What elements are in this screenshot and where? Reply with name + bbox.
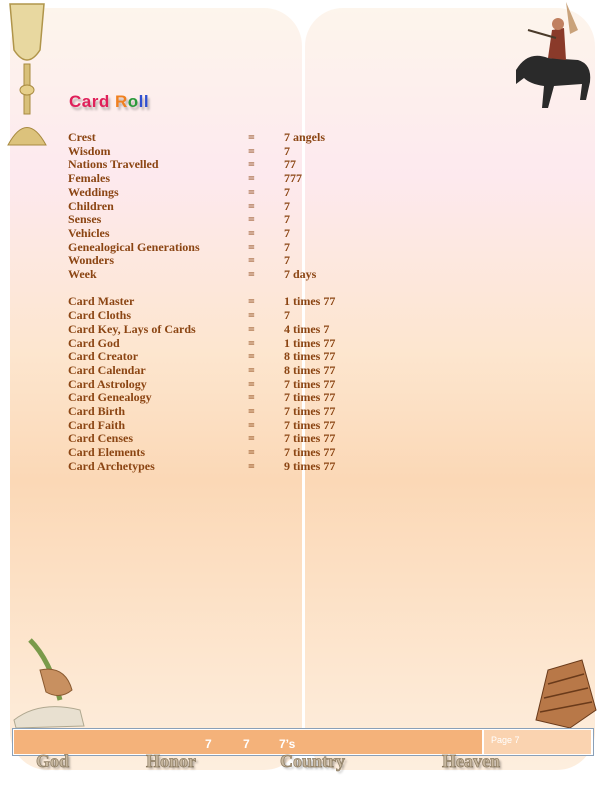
table-row — [68, 294, 368, 308]
row-value: 8 times 77 — [284, 349, 336, 364]
row-value: 7 times 77 — [284, 404, 336, 418]
row-value: 7 — [284, 184, 290, 199]
row-equals: = — [248, 130, 255, 144]
row-equals: = — [248, 225, 255, 240]
page-number: Page 7 — [491, 735, 520, 745]
title-part-ll: ll — [138, 92, 150, 111]
row-label: Card Archetypes — [68, 458, 155, 473]
row-label: Card Genealogy — [68, 390, 152, 405]
table-row — [68, 226, 368, 240]
table-row — [68, 322, 368, 336]
page-title — [69, 92, 149, 112]
row-equals: = — [248, 445, 255, 460]
table-row — [68, 171, 368, 185]
row-label: Card God — [68, 335, 120, 350]
goblet-icon — [2, 0, 52, 150]
row-label: Wisdom — [68, 143, 111, 158]
row-label: Weddings — [68, 184, 119, 199]
table-row — [68, 431, 368, 445]
row-label: Card Elements — [68, 445, 145, 460]
footer-number-1: 7 — [205, 737, 212, 751]
row-value: 777 — [284, 171, 302, 186]
row-label: Vehicles — [68, 225, 110, 240]
row-equals: = — [248, 404, 255, 418]
row-value: 7 times 77 — [284, 376, 336, 391]
row-value: 7 — [284, 143, 290, 158]
table-row — [68, 199, 368, 213]
row-equals: = — [248, 171, 255, 186]
row-equals: = — [248, 335, 255, 350]
horse-rider-icon — [508, 0, 600, 135]
row-value: 77 — [284, 157, 296, 172]
row-label: Females — [68, 171, 110, 186]
row-equals: = — [248, 458, 255, 473]
table-row — [68, 253, 368, 267]
row-label: Card Censes — [68, 431, 133, 446]
row-value: 7 times 77 — [284, 431, 336, 446]
row-label: Card Faith — [68, 417, 125, 432]
row-equals: = — [248, 390, 255, 405]
table-row — [68, 144, 368, 158]
motto-honor: Honor — [146, 751, 197, 771]
table-row — [68, 157, 368, 171]
table-row — [68, 336, 368, 350]
table-row — [68, 130, 368, 144]
row-equals: = — [248, 239, 255, 254]
row-value: 7 angels — [284, 130, 326, 144]
row-label: Card Calendar — [68, 362, 146, 377]
row-equals: = — [248, 376, 255, 391]
row-value: 7 times 77 — [284, 445, 336, 460]
row-value: 8 times 77 — [284, 362, 336, 377]
row-value: 7 — [284, 239, 290, 254]
row-equals: = — [248, 417, 255, 432]
row-equals: = — [248, 157, 255, 172]
temple-icon — [530, 650, 600, 730]
row-label: Wonders — [68, 253, 115, 268]
table-row — [68, 390, 368, 404]
row-equals: = — [248, 184, 255, 199]
row-label: Card Astrology — [68, 376, 147, 391]
row-value: 7 — [284, 225, 290, 240]
row-label: Children — [68, 198, 114, 213]
row-label: Card Cloths — [68, 308, 132, 323]
quill-hand-icon — [10, 630, 90, 730]
motto-country: Country — [280, 751, 346, 771]
title-part-card: Card — [69, 92, 115, 111]
row-equals: = — [248, 212, 255, 227]
row-equals: = — [248, 431, 255, 446]
row-equals: = — [248, 294, 255, 309]
row-equals: = — [248, 308, 255, 323]
row-value: 7 times 77 — [284, 417, 336, 432]
motto-heaven: Heaven — [442, 751, 500, 771]
table-row — [68, 349, 368, 363]
table-row — [68, 212, 368, 226]
row-value: 7 — [284, 253, 290, 268]
footer-number-3: 7’s — [279, 737, 296, 751]
table-row — [68, 404, 368, 418]
table-row — [68, 308, 368, 322]
row-equals: = — [248, 321, 255, 336]
row-label: Nations Travelled — [68, 157, 159, 172]
row-value: 7 — [284, 212, 290, 227]
table-row — [68, 459, 368, 473]
row-equals: = — [248, 143, 255, 158]
motto-god: God — [36, 751, 70, 771]
row-value: 7 days — [284, 267, 317, 281]
table-row — [68, 185, 368, 199]
row-label: Genealogical Generations — [68, 239, 200, 254]
row-label: Card Key, Lays of Cards — [68, 321, 196, 336]
row-label: Crest — [68, 130, 96, 144]
row-value: 1 times 77 — [284, 294, 336, 309]
table-row — [68, 418, 368, 432]
row-value: 4 times 7 — [284, 321, 330, 336]
row-label: Week — [68, 267, 97, 281]
title-part-r: R — [114, 92, 128, 111]
row-equals: = — [248, 349, 255, 364]
row-label: Card Creator — [68, 349, 139, 364]
row-value: 7 times 77 — [284, 390, 336, 405]
row-label: Card Master — [68, 294, 135, 309]
table-row — [68, 267, 368, 281]
row-value: 7 — [284, 198, 290, 213]
table-row — [68, 363, 368, 377]
row-equals: = — [248, 253, 255, 268]
table-row — [68, 445, 368, 459]
table-row — [68, 240, 368, 254]
row-value: 9 times 77 — [284, 458, 336, 473]
row-value: 7 — [284, 308, 290, 323]
row-label: Senses — [68, 212, 102, 227]
footer-number-2: 7 — [243, 737, 250, 751]
row-equals: = — [248, 362, 255, 377]
title-part-o: o — [127, 92, 139, 111]
row-equals: = — [248, 198, 255, 213]
row-value: 1 times 77 — [284, 335, 336, 350]
row-equals: = — [248, 267, 255, 281]
row-label: Card Birth — [68, 404, 125, 418]
table-row — [68, 377, 368, 391]
